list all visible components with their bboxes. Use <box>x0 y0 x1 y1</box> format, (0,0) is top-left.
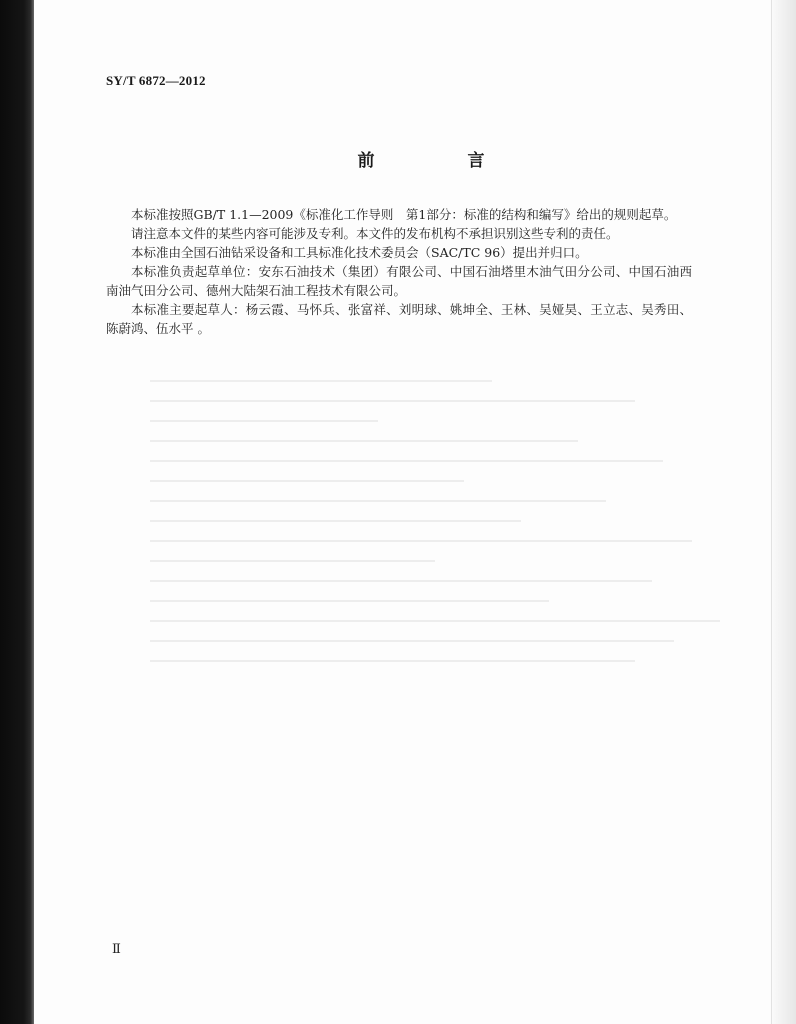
binding-shadow <box>0 0 34 1024</box>
paragraph-patent-notice: 请注意本文件的某些内容可能涉及专利。本文件的发布机构不承担识别这些专利的责任。 <box>131 226 619 241</box>
paragraph-drafters: 本标准主要起草人：杨云霞、马怀兵、张富祥、刘明球、姚坤全、王林、吴娅昊、王立志、吴秀田、陈蔚鸿、伍水平 。 <box>106 302 692 336</box>
standard-code: SY/T 6872—2012 <box>106 73 206 88</box>
paragraph-proposer: 本标准由全国石油钻采设备和工具标准化技术委员会（SAC/TC 96）提出并归口。 <box>131 245 588 260</box>
foreword-body <box>106 205 692 338</box>
page-number: Ⅱ <box>112 941 121 956</box>
document-page <box>34 0 770 1024</box>
paragraph-drafting-organizations: 本标准负责起草单位：安东石油技术（集团）有限公司、中国石油塔里木油气田分公司、中国石油西南油气田分公司、德州大陆架石油工程技术有限公司。 <box>106 264 692 298</box>
page-title: 前 言 <box>357 151 523 171</box>
paragraph-drafting-rules: 本标准按照GB/T 1.1—2009《标准化工作导则 第1部分：标准的结构和编写》给出的规则起草。 <box>131 207 677 222</box>
